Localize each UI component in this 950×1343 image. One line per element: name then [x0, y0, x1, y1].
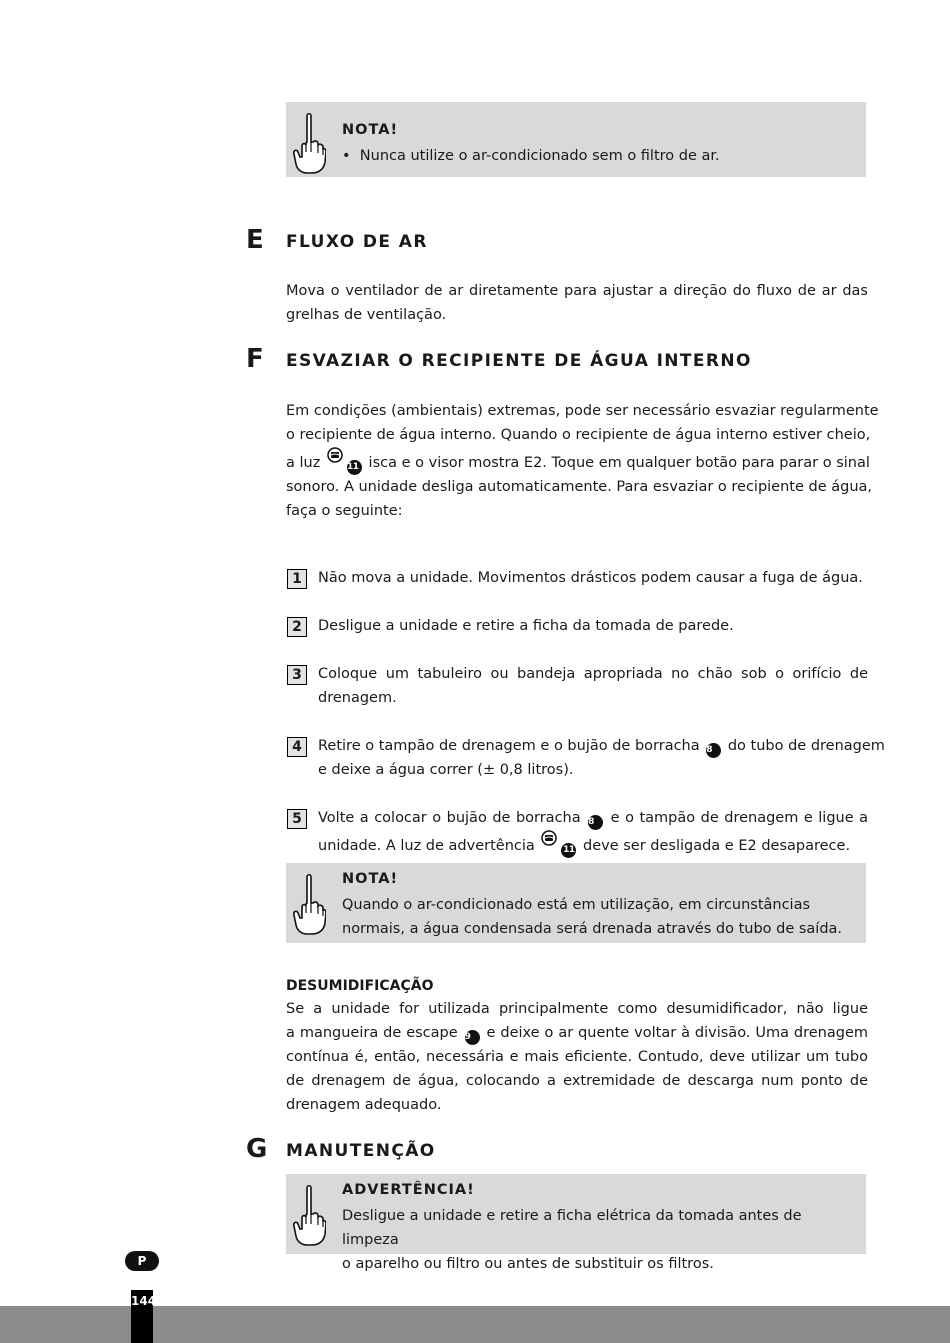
step-line: Não mova a unidade. Movimentos drásticos podem causar a fuga de água. [318, 570, 863, 586]
step-number: 5 [287, 809, 307, 829]
step-text [318, 566, 868, 590]
page-number: 144 [131, 1290, 153, 1343]
step-line: Coloque um tabuleiro ou bandeja apropriada no chão sob o orifício de [318, 666, 868, 682]
text-fragment: isca e o visor mostra E2. Toque em qualquer botão para parar o sinal [368, 455, 870, 471]
paragraph-line: Em condições (ambientais) extremas, pode ser necessário esvaziar regularmente [286, 403, 879, 419]
section-f-paragraph [286, 399, 879, 523]
pointing-hand-icon [292, 1184, 326, 1248]
note-text [342, 144, 846, 168]
step-line [318, 734, 885, 758]
section-title-f: ESVAZIAR O RECIPIENTE DE ÁGUA INTERNO [286, 351, 752, 371]
section-letter-e: E [246, 225, 264, 255]
warning-box [286, 1174, 866, 1272]
step-line: drenagem. [318, 690, 397, 706]
paragraph-line: de drenagem de água, colocando a extremidade de descarga num ponto de [286, 1073, 868, 1089]
paragraph-line [286, 447, 868, 475]
paragraph-line [286, 1021, 868, 1045]
warning-line: Desligue a unidade e retire a ficha elétrica da tomada antes de limpeza [342, 1208, 802, 1248]
note-bullet-text: Nunca utilize o ar-condicionado sem o filtro de ar. [359, 148, 720, 164]
warning-line: o aparelho ou filtro ou antes de substituir os filtros. [342, 1256, 714, 1272]
note-line: normais, a água condensada será drenada através do tubo de saída. [342, 921, 843, 937]
text-fragment: a luz [286, 455, 321, 471]
section-title-e: FLUXO DE AR [286, 232, 428, 252]
text-fragment: do tubo de drenagem [727, 738, 885, 754]
text-fragment: Retire o tampão de drenagem e o bujão de borracha [318, 738, 700, 754]
dehumid-paragraph [286, 997, 868, 1117]
text-fragment: deve ser desligada e E2 desaparece. [583, 838, 851, 854]
paragraph-line: Se a unidade for utilizada principalmente como desumidificador, não ligue [286, 1001, 868, 1017]
step-text [318, 614, 868, 638]
section-letter-f: F [246, 344, 264, 374]
pointing-hand-icon [292, 112, 326, 176]
section-e-paragraph [286, 279, 868, 327]
step-number: 3 [287, 665, 307, 685]
callout-number-badge: 9 [465, 1030, 480, 1045]
callout-number-badge: 11 [561, 843, 576, 858]
paragraph-line: contínua é, então, necessária e mais eficiente. Contudo, deve utilizar um tubo [286, 1049, 868, 1065]
paragraph-line: drenagem adequado. [286, 1097, 442, 1113]
section-letter-g: G [246, 1134, 268, 1164]
warning-title: ADVERTÊNCIA! [342, 1182, 475, 1198]
subsection-heading: DESUMIDIFICAÇÃO [286, 978, 434, 994]
callout-number-badge: 8 [588, 815, 603, 830]
note-title: NOTA! [342, 871, 399, 887]
step-text [318, 806, 868, 858]
water-tank-icon [327, 447, 343, 463]
step-text [318, 734, 885, 782]
step-number: 2 [287, 617, 307, 637]
bullet: • [342, 148, 351, 164]
step-text [318, 662, 868, 710]
callout-number-badge: 11 [347, 460, 362, 475]
note-title: NOTA! [342, 122, 399, 138]
step-number: 1 [287, 569, 307, 589]
paragraph-line: faça o seguinte: [286, 503, 403, 519]
text-fragment: e deixe o ar quente voltar à divisão. Uma drenagem [486, 1025, 868, 1041]
step-line: e deixe a água correr (± 0,8 litros). [318, 762, 574, 778]
section-title-g: MANUTENÇÃO [286, 1141, 436, 1161]
note-box-filter [286, 102, 866, 177]
text-fragment: unidade. A luz de advertência [318, 838, 535, 854]
step-line [318, 806, 868, 830]
pointing-hand-icon [292, 873, 326, 937]
note-box-condensation [286, 863, 866, 943]
language-badge: P [125, 1251, 159, 1271]
text-fragment: Volte a colocar o bujão de borracha [318, 810, 581, 826]
step-line [318, 830, 868, 858]
paragraph-line: Mova o ventilador de ar diretamente para ajustar a direção do fluxo de ar das [286, 283, 868, 299]
text-fragment: e o tampão de drenagem e ligue a [610, 810, 869, 826]
paragraph-line: o recipiente de água interno. Quando o recipiente de água interno estiver cheio, [286, 427, 871, 443]
step-line: Desligue a unidade e retire a ficha da tomada de parede. [318, 618, 734, 634]
step-number: 4 [287, 737, 307, 757]
paragraph-line: sonoro. A unidade desliga automaticamente. Para esvaziar o recipiente de água, [286, 479, 873, 495]
callout-number-badge: 8 [706, 743, 721, 758]
note-line: Quando o ar-condicionado está em utilização, em circunstâncias [342, 897, 811, 913]
paragraph-line: grelhas de ventilação. [286, 307, 447, 323]
text-fragment: a mangueira de escape [286, 1025, 458, 1041]
water-tank-icon [541, 830, 557, 846]
